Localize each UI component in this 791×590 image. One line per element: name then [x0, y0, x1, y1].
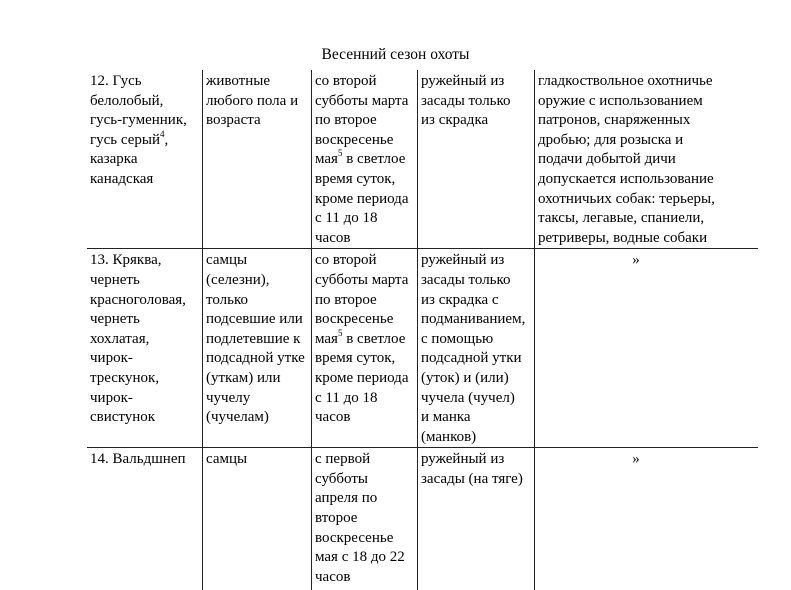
cell-line: засады только: [421, 92, 511, 109]
cell-line: (манков): [421, 428, 477, 445]
cell-line: подсевшие или: [206, 311, 303, 328]
cell-line: субботы марта: [315, 92, 409, 109]
cell-line: субботы: [315, 470, 368, 487]
cell-line: любого пола и: [206, 92, 299, 109]
cell-line: белолобый,: [90, 92, 164, 109]
cell-line: по второе: [315, 291, 377, 308]
line-text: гусь серый: [90, 131, 161, 148]
cell-line: хохлатая,: [90, 330, 150, 347]
hunting-season-table: [87, 70, 758, 590]
method-cell: [418, 448, 535, 590]
cell-line: (уток) и (или): [421, 369, 509, 386]
cell-line: со второй: [315, 73, 377, 89]
cell-line: засады (на тяге): [421, 470, 523, 487]
cell-line: охотничьих собак: терьеры,: [538, 190, 715, 207]
table-row: [87, 249, 758, 448]
cell-line: оружие с использованием: [538, 92, 703, 109]
cell-line: подсадной утке: [206, 350, 305, 367]
footnote-mark: 5: [337, 327, 343, 338]
footnote-mark: 5: [337, 148, 343, 159]
ditto-mark: »: [632, 451, 640, 468]
line-text: в светлое: [342, 151, 406, 168]
cell-line: [90, 128, 202, 151]
ditto-mark: »: [632, 252, 640, 269]
cell-line: чирок-: [90, 350, 133, 367]
cell-line: воскресенье: [315, 311, 394, 328]
cell-line: чернеть: [90, 311, 140, 328]
table-row: [87, 70, 758, 249]
cell-line: [315, 327, 417, 350]
method-cell: [418, 70, 535, 249]
dates-cell: [312, 70, 418, 249]
cell-line: чернеть: [90, 271, 140, 288]
cell-line: и манка: [421, 409, 471, 426]
tools-cell: [535, 249, 759, 448]
dates-cell: [312, 249, 418, 448]
cell-line: воскресенье: [315, 529, 394, 546]
cell-line: подлетевшие к: [206, 330, 301, 347]
cell-line: казарка: [90, 151, 138, 168]
cell-line: из скрадка: [421, 112, 489, 129]
cell-line: гусь-гуменник,: [90, 112, 187, 129]
cell-line: канадская: [90, 170, 154, 187]
cell-line: ружейный из: [421, 451, 505, 468]
cell-line: [315, 150, 417, 170]
cell-line: с помощью: [421, 330, 494, 347]
page-title: Весенний сезон охоты: [321, 46, 470, 63]
species-cell: [87, 249, 203, 448]
cell-line: чирок-: [90, 389, 133, 406]
cell-line: чучелу: [206, 389, 251, 406]
cell-line: подачи добытой дичи: [538, 151, 676, 168]
cell-line: второе: [315, 510, 358, 527]
animals-cell: [203, 448, 312, 590]
tools-cell: [535, 448, 759, 590]
cell-line: 14. Вальдшнеп: [90, 451, 186, 468]
species-cell: [87, 448, 203, 590]
dates-cell: [312, 448, 418, 590]
cell-line: засады только: [421, 271, 511, 288]
cell-line: кроме периода: [315, 190, 409, 207]
cell-line: ружейный из: [421, 252, 505, 269]
cell-line: самцы: [206, 451, 248, 468]
tools-cell: [535, 70, 759, 249]
cell-line: из скрадка с: [421, 291, 499, 308]
cell-line: (чучелам): [206, 409, 269, 426]
cell-line: кроме периода: [315, 369, 409, 386]
cell-line: возраста: [206, 112, 261, 129]
cell-line: (селезни),: [206, 271, 270, 288]
cell-line: апреля по: [315, 490, 378, 507]
animals-cell: [203, 70, 312, 249]
line-text: ,: [164, 131, 169, 148]
cell-line: часов: [315, 409, 351, 426]
cell-line: чучела (чучел): [421, 389, 515, 406]
cell-line: красноголовая,: [90, 291, 186, 308]
cell-line: патронов, снаряженных: [538, 112, 691, 129]
cell-line: по второе: [315, 112, 377, 129]
cell-line: 13. Кряква,: [90, 252, 162, 269]
cell-line: часов: [315, 229, 351, 246]
cell-line: с 11 до 18: [315, 389, 378, 406]
cell-line: 12. Гусь: [90, 73, 142, 89]
cell-line: животные: [206, 73, 270, 89]
cell-line: дробью; для розыска и: [538, 131, 684, 148]
cell-line: время суток,: [315, 170, 396, 187]
cell-line: с первой: [315, 451, 371, 468]
cell-line: самцы: [206, 252, 248, 269]
footnote-mark: 4: [160, 128, 165, 139]
cell-line: допускается использование: [538, 170, 714, 187]
method-cell: [418, 249, 535, 448]
species-cell: [87, 70, 203, 249]
cell-line: воскресенье: [315, 131, 394, 148]
cell-line: субботы марта: [315, 271, 409, 288]
cell-line: свистунок: [90, 409, 156, 426]
line-text: мая: [315, 330, 338, 347]
cell-line: (уткам) или: [206, 369, 281, 386]
cell-line: подсадной утки: [421, 350, 522, 367]
cell-line: с 11 до 18: [315, 210, 378, 227]
cell-line: часов: [315, 568, 351, 585]
cell-line: трескунок,: [90, 369, 160, 386]
table-row: [87, 448, 758, 590]
cell-line: время суток,: [315, 350, 396, 367]
cell-line: мая с 18 до 22: [315, 549, 405, 566]
cell-line: ружейный из: [421, 73, 505, 89]
cell-line: таксы, легавые, спаниели,: [538, 210, 705, 227]
cell-line: только: [206, 291, 249, 308]
line-text: мая: [315, 151, 338, 168]
cell-line: ретриверы, водные собаки: [538, 229, 708, 246]
line-text: в светлое: [342, 330, 406, 347]
cell-line: подманиванием,: [421, 311, 526, 328]
cell-line: со второй: [315, 252, 377, 269]
animals-cell: [203, 249, 312, 448]
cell-line: гладкоствольное охотничье: [538, 73, 713, 89]
